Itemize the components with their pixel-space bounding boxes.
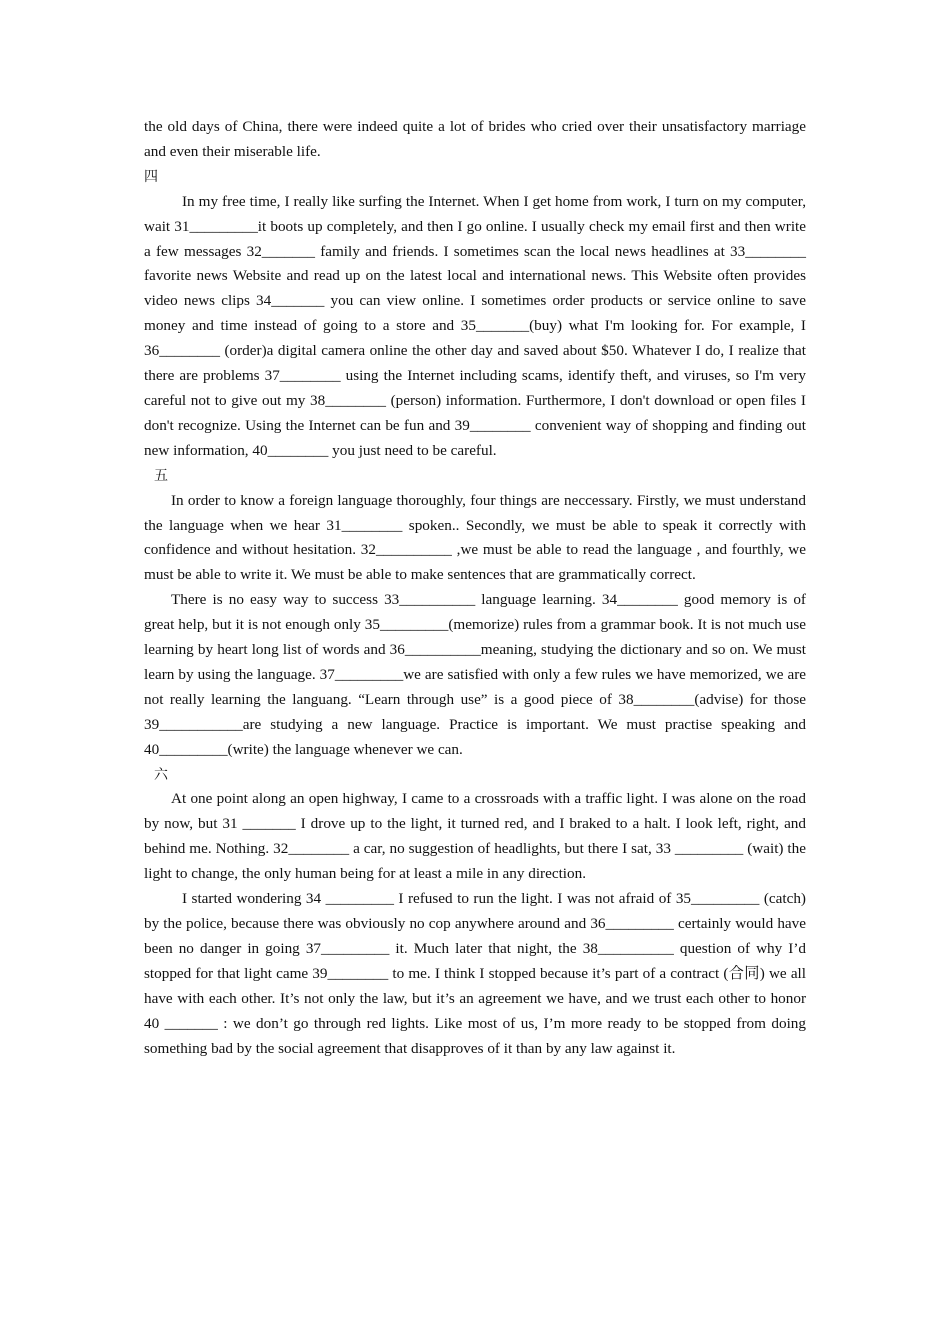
document-page — [144, 115, 806, 1061]
section-six-paragraph-2: I started wondering 34 _________ I refused to run the light. I was not afraid of 35_________ (catch) by the police, because there was obviously no cop anywhere around and 36_________ certainly would have been no danger in going 37_________ it. Much later that night, the 38__________ question of why I’d stopped for that light came 39________ to me. I think I stopped because it’s part of a contract (合同) we all have with each other. It’s not only the law, but it’s an agreement we have, and we trust each other to honor 40 _______ : we don’t go through red lights. Like most of us, I’m more ready to be stopped from doing something bad by the social agreement that disapproves of it than by any law against it. — [144, 890, 806, 1057]
intro-paragraph: the old days of China, there were indeed quite a lot of brides who cried over their unsatisfactory marriage and even their miserable life. — [144, 118, 806, 160]
section-five — [144, 464, 806, 763]
section-five-paragraph-1: In order to know a foreign language thoroughly, four things are neccessary. Firstly, we must understand the language when we hear 31________ spoken.. Secondly, we must be able to speak it correctly with confidence and without hesitation. 32__________ ,we must be able to read the language , and fourthly, we must be able to write it. We must be able to make sentences that are grammatically correct. — [144, 491, 806, 584]
section-four-paragraph-1: In my free time, I really like surfing the Internet. When I get home from work, I turn on my computer, wait 31_________it boots up completely, and then I go online. I usually check my email first and then write a few messages 32_______ family and friends. I sometimes scan the local news headlines at 33________ favorite news Website and read up on the latest local and international news. This Website often provides video news clips 34_______ you can view online. I sometimes order products or service online to save money and time instead of going to a store and 35_______(buy) what I'm looking for. For example, I 36________ (order)a digital camera online the other day and saved about $50. Whatever I do, I realize that there are problems 37________ using the Internet including scams, identify theft, and viruses, so I'm very careful not to give out my 38________ (person) information. Furthermore, I don't download or open files I don't recognize. Using the Internet can be fun and 39________ convenient way of shopping and finding out new information, 40________ you just need to be careful. — [144, 192, 806, 459]
section-label-five: 五 — [154, 467, 168, 484]
section-four — [144, 165, 806, 464]
section-six — [144, 763, 806, 1062]
section-five-paragraph-2: There is no easy way to success 33__________ language learning. 34________ good memory is of great help, but it is not enough only 35_________(memorize) rules from a grammar book. It is not much use learning by heart long list of words and 36__________meaning, studying the dictionary and so on. We must learn by using the language. 37_________we are satisfied with only a few rules we have memorized, we are not really learning the languang. “Learn through use” is a good piece of 38________(advise) for those 39___________are studying a new language. Practice is important. We must practise speaking and 40_________(write) the language whenever we can. — [144, 591, 806, 758]
section-label-six: 六 — [154, 766, 168, 783]
section-label-four: 四 — [144, 168, 158, 185]
section-six-paragraph-1: At one point along an open highway, I came to a crossroads with a traffic light. I was alone on the road by now, but 31 _______ I drove up to the light, it turned red, and I braked to a halt. I look left, right, and behind me. Nothing. 32________ a car, no suggestion of headlights, but there I sat, 33 _________ (wait) the light to change, the only human being for at least a mile in any direction. — [144, 790, 806, 883]
